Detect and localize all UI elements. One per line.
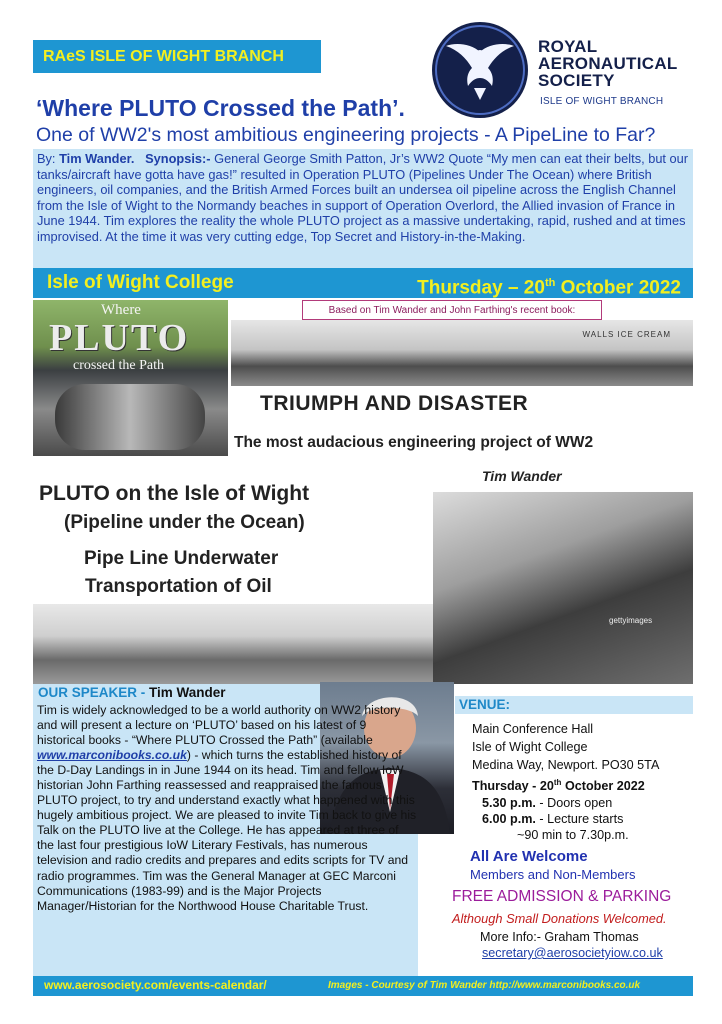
welcome-heading: All Are Welcome	[470, 848, 588, 865]
by-label: By:	[37, 151, 56, 166]
page-title: ‘Where PLUTO Crossed the Path’.	[36, 95, 405, 121]
shop-sign: WALLS ICE CREAM	[582, 330, 671, 339]
logo-wordmark	[538, 38, 678, 89]
synopsis-block	[33, 149, 693, 268]
venue-date-prefix: Thursday - 20	[472, 779, 554, 794]
donations-note: Although Small Donations Welcomed.	[452, 911, 667, 926]
book-title-where: Where	[101, 302, 141, 318]
logo-line-royal: ROYAL	[538, 37, 598, 56]
synopsis-text: General George Smith Patton, Jr’s WW2 Quote “My men can eat their belts, but our tanks/aircraft have gotta have gas!” resulted in Operation PLUTO (Pipelines Under The Ocean) where British engineers, oil companies, and the British Armed Forces built an undersea oil pipeline across the English Channel from the Isle of Wight to the Normandy beaches in support of Operation Overlord, the Allied invasion of France in June 1944. Tim explores the reality the whole PLUTO project as a massive undertaking, rapid, rushed and at times improvised. At the time it was very cutting edge, Top Secret and History-in-the-Making.	[37, 151, 689, 244]
venue-date-sup: th	[553, 778, 562, 787]
pipe-drum-shape	[55, 384, 205, 450]
event-date-prefix: Thursday – 20	[417, 277, 545, 299]
venue-date	[472, 778, 645, 793]
image-credit-link[interactable]: http://www.marconibooks.co.uk	[489, 980, 641, 991]
venue-college: Isle of Wight College	[472, 740, 588, 754]
speaker-heading-label: OUR SPEAKER -	[38, 685, 150, 700]
duration-note: ~90 min to 7.30p.m.	[517, 828, 629, 842]
poster-line-1: PLUTO on the Isle of Wight	[39, 482, 310, 505]
venue-heading: VENUE:	[455, 696, 693, 714]
venue-date-suffix: October 2022	[561, 779, 645, 794]
poster-line-2: (Pipeline under the Ocean)	[64, 512, 305, 533]
event-date-suffix: October 2022	[555, 277, 681, 299]
image-credit	[328, 980, 640, 991]
poster-tagline: The most audacious engineering project of WW2	[234, 434, 594, 451]
members-note: Members and Non-Members	[470, 867, 636, 882]
workers-photo	[433, 492, 693, 684]
ships-photo	[33, 604, 433, 684]
book-note: Based on Tim Wander and John Farthing's recent book:	[302, 300, 602, 320]
poster-headline: TRIUMPH AND DISASTER	[260, 392, 529, 415]
lecture-time: 6.00 p.m.	[482, 812, 536, 826]
synopsis-label: Synopsis:-	[145, 151, 211, 166]
date-band	[33, 268, 693, 298]
book-cover-image	[33, 300, 228, 456]
speaker-name: Tim Wander	[149, 685, 226, 700]
free-admission-text: FREE ADMISSION & PARKING	[452, 888, 672, 905]
lecture-label: - Lecture starts	[535, 812, 624, 826]
lecture-start-row	[482, 812, 623, 826]
marconibooks-link[interactable]: www.marconibooks.co.uk	[37, 748, 187, 763]
speaker-heading	[38, 685, 226, 700]
doors-label: - Doors open	[535, 796, 613, 810]
shop-photo	[231, 320, 693, 386]
event-date-sup: th	[544, 277, 556, 289]
venue-hall: Main Conference Hall	[472, 722, 594, 736]
image-credit-label: Images - Courtesy of Tim Wander	[328, 980, 490, 991]
event-location: Isle of Wight College	[47, 272, 234, 293]
branch-label: RAeS ISLE OF WIGHT BRANCH	[33, 40, 321, 73]
raes-logo-icon	[432, 22, 528, 118]
photo-credit: gettyimages	[609, 616, 653, 625]
book-title-pluto: PLUTO	[49, 317, 190, 359]
poster-line-4: Transportation of Oil	[85, 576, 272, 597]
author-name: Tim Wander.	[59, 151, 135, 166]
more-info-contact: More Info:- Graham Thomas	[480, 930, 639, 944]
eagle-icon	[432, 22, 528, 118]
doors-time: 5.30 p.m.	[482, 796, 536, 810]
doors-open-row	[482, 796, 612, 810]
events-calendar-link[interactable]: www.aerosociety.com/events-calendar/	[44, 978, 267, 992]
book-title-crossed: crossed the Path	[73, 358, 164, 373]
logo-line-aeronautical: AERONAUTICAL	[538, 54, 678, 73]
contact-email-link[interactable]: secretary@aerosocietyiow.co.uk	[482, 946, 663, 960]
page-subtitle: One of WW2's most ambitious engineering projects - A PipeLine to Far?	[36, 124, 656, 146]
logo-branch-subtitle: ISLE OF WIGHT BRANCH	[540, 96, 664, 107]
speaker-bio-part1: Tim is widely acknowledged to be a world authority on WW2 history and will present a lecture on ‘PLUTO’ based on his latest of 9 historical books - “Where PLUTO Crossed the Path” (available	[37, 703, 401, 748]
venue-address: Medina Way, Newport. PO30 5TA	[472, 758, 660, 772]
poster-line-3: Pipe Line Underwater	[84, 548, 279, 569]
speaker-biography	[37, 703, 417, 914]
poster-image	[33, 298, 693, 684]
speaker-bio-part2: ) - which turns the established history of the D-Day Landings in in June 1944 on its head. Tim and fellow IoW historian John Farthing reassessed and reappraised the famous PLUTO project, to try and understand exactly what happened with this hugely ambitious project. We are pleased to invite Tim back to give his Talk on the PLUTO live at the College. He has appeared at three of the last four prestigious IoW Literary Festivals, has numerous television and radio credits and prepares and edits scripts for TV and radio programmes. Tim was the General Manager at GEC Marconi Communications (1983-99) and is the Major Projects Manager/Historian for the Northwood House Charitable Trust.	[37, 748, 417, 913]
poster-author: Tim Wander	[482, 468, 562, 484]
logo-line-society: SOCIETY	[538, 71, 615, 90]
